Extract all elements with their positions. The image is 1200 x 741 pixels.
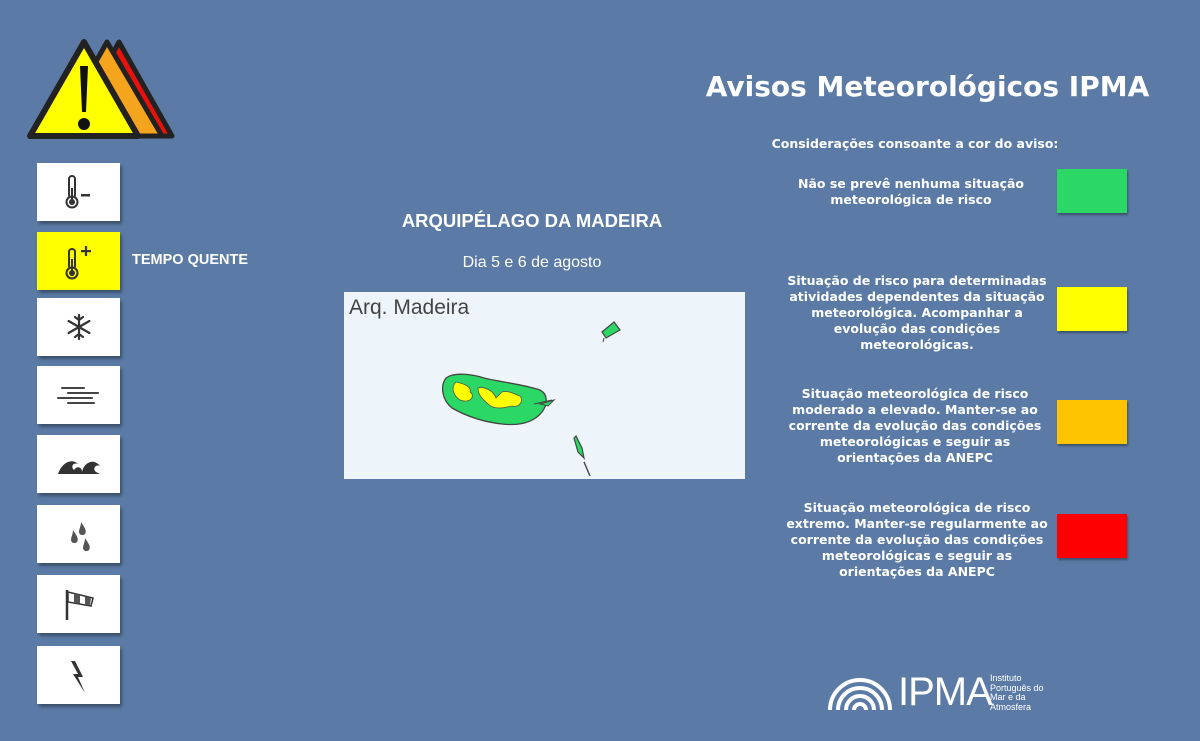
- active-hazard-label: TEMPO QUENTE: [132, 252, 249, 268]
- warning-map[interactable]: [344, 292, 745, 479]
- ipma-logo-text: IPMA: [898, 670, 992, 714]
- madeira-island[interactable]: [443, 374, 554, 424]
- map-label: Arq. Madeira: [349, 296, 470, 319]
- desertas-islands[interactable]: [574, 436, 590, 476]
- fog-icon: [54, 375, 104, 415]
- windsock-icon: [59, 584, 99, 624]
- warning-date: Dia 5 e 6 de agosto: [462, 254, 602, 271]
- legend-text-red: Situação meteorológica de risco extremo. Manter-se regularmente ao corrente da evolução das condições meteorológicas e seguir as orientações da ANEPC: [786, 500, 1048, 579]
- warning-triangle-icon: [24, 36, 176, 142]
- sidebar-item-snow[interactable]: [37, 298, 120, 356]
- ipma-logo[interactable]: [826, 672, 1066, 716]
- sidebar-item-coastal[interactable]: [37, 435, 120, 493]
- sidebar-item-fog[interactable]: [37, 366, 120, 424]
- legend-text-yellow: Situação de risco para determinadas atividades dependentes da situação meteorológica. Acompanhar a evolução das condições meteorológicas.: [787, 273, 1047, 352]
- sidebar-item-cold[interactable]: [37, 163, 120, 221]
- legend-text-orange: Situação meteorológica de risco moderado a elevado. Manter-se ao corrente da evolução das condições meteorológicas e seguir as orientações da ANEPC: [788, 386, 1042, 465]
- legend-swatch-red: [1057, 514, 1127, 558]
- sidebar-item-wind[interactable]: [37, 575, 120, 633]
- sidebar-item-heat[interactable]: [37, 232, 120, 290]
- snowflake-icon: [59, 307, 99, 347]
- rain-drops-icon: [59, 514, 99, 554]
- ipma-tagline: Instituto Português do Mar e da Atmosfera: [990, 673, 1044, 712]
- region-title: ARQUIPÉLAGO DA MADEIRA: [401, 210, 663, 231]
- thermometer-hot-icon: [59, 241, 99, 281]
- legend-text-green: Não se prevê nenhuma situação meteorológica de risco: [797, 176, 1025, 207]
- legend-swatch-yellow: [1057, 287, 1127, 331]
- legend-subtitle: Considerações consoante a cor do aviso:: [771, 136, 1059, 151]
- legend-swatch-green: [1057, 169, 1127, 213]
- wave-icon: [54, 444, 104, 484]
- sidebar-item-rain[interactable]: [37, 505, 120, 563]
- page-title: Avisos Meteorológicos IPMA: [705, 70, 1150, 103]
- ipma-arcs-icon: [826, 672, 894, 712]
- legend-swatch-orange: [1057, 400, 1127, 444]
- sidebar-item-thunderstorm[interactable]: [37, 646, 120, 704]
- porto-santo-island[interactable]: [602, 322, 620, 342]
- lightning-icon: [59, 655, 99, 695]
- thermometer-cold-icon: [59, 172, 99, 212]
